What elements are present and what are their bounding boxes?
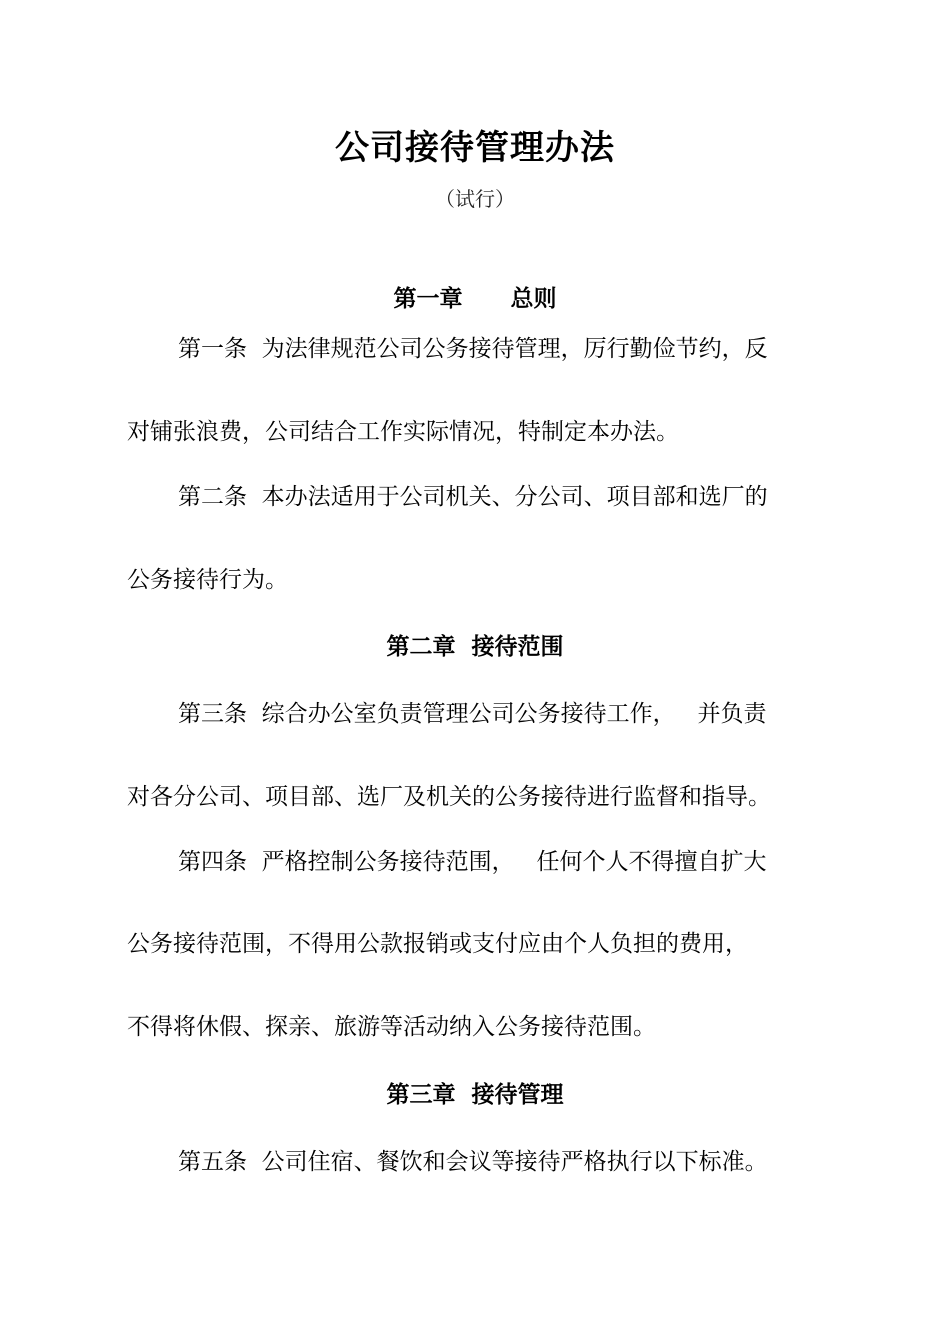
article-line: 第三条 综合办公室负责管理公司公务接待工作， 并负责 (178, 701, 767, 727)
article-line: 对各分公司、项目部、选厂及机关的公务接待进行监督和指导。 (127, 784, 771, 810)
article-line: 对铺张浪费，公司结合工作实际情况，特制定本办法。 (127, 419, 679, 445)
document-subtitle: （试行） (435, 187, 515, 211)
article-line: 公务接待范围，不得用公款报销或支付应由个人负担的费用， (127, 931, 748, 957)
document-title: 公司接待管理办法 (335, 128, 615, 168)
chapter-heading: 第三章 接待管理 (386, 1082, 564, 1108)
article-line: 第一条 为法律规范公司公务接待管理，厉行勤俭节约，反 (178, 336, 768, 362)
article-line: 第二条 本办法适用于公司机关、分公司、项目部和选厂的 (178, 484, 768, 510)
article-line: 第五条 公司住宿、餐饮和会议等接待严格执行以下标准。 (178, 1149, 768, 1175)
article-line: 不得将休假、探亲、旅游等活动纳入公务接待范围。 (127, 1014, 656, 1040)
chapter-heading: 第一章 总则 (393, 286, 557, 312)
article-line: 第四条 严格控制公务接待范围， 任何个人不得擅自扩大 (178, 849, 767, 875)
article-line: 公务接待行为。 (127, 567, 288, 593)
chapter-heading: 第二章 接待范围 (386, 634, 564, 660)
